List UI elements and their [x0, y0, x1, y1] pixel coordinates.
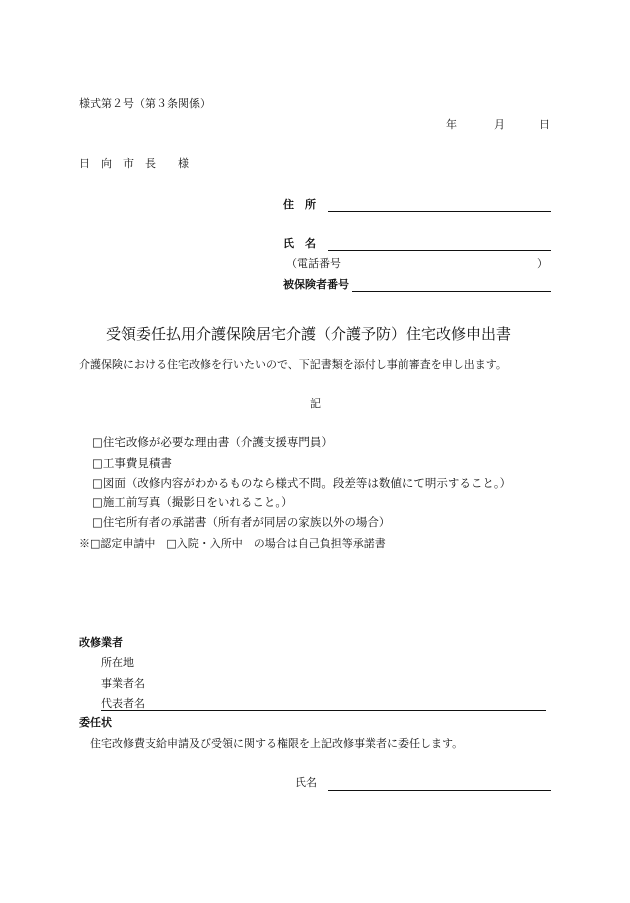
address-field-line[interactable] — [328, 211, 551, 212]
name-field-line[interactable] — [328, 250, 551, 251]
contractor-heading: 改修業者 — [79, 636, 123, 649]
delegation-name-label: 氏名 — [295, 776, 317, 789]
intro-text: 介護保険における住宅改修を行いたいので、下記書類を添付し事前審査を申し出ます。 — [79, 358, 507, 371]
form-number: 様式第２号（第３条関係） — [79, 97, 211, 110]
contractor-representative-label: 代表者名 — [101, 697, 145, 710]
insured-number-label: 被保険者番号 — [283, 278, 349, 291]
date-day: 日 — [539, 118, 550, 131]
insured-number-field-line[interactable] — [352, 291, 551, 292]
phone-label: （電話番号 — [286, 257, 341, 270]
delegation-name-field-line[interactable] — [328, 790, 551, 791]
addressee: 日 向 市 長 様 — [79, 157, 189, 170]
document-item-estimate[interactable]: □工事費見積書 — [92, 456, 172, 470]
document-item-owner-consent[interactable]: □住宅所有者の承諾書（所有者が同居の家族以外の場合） — [92, 515, 391, 529]
document-item-drawing[interactable]: □図面（改修内容がわかるものなら様式不問。段差等は数値にて明示すること。） — [92, 476, 512, 490]
representative-field-line[interactable] — [101, 710, 546, 711]
document-item-photo[interactable]: □施工前写真（撮影日をいれること。） — [92, 495, 293, 509]
contractor-location-label: 所在地 — [101, 656, 134, 669]
name-label: 氏 名 — [283, 237, 316, 250]
document-item-reason[interactable]: □住宅改修が必要な理由書（介護支援専門員） — [92, 435, 333, 449]
self-pay-note: ※□認定申請中 □入院・入所中 の場合は自己負担等承諾書 — [79, 537, 386, 550]
delegation-statement: 住宅改修費支給申請及び受領に関する権限を上記改修事業者に委任します。 — [90, 737, 464, 750]
ki-heading: 記 — [310, 397, 321, 410]
delegation-heading: 委任状 — [79, 716, 112, 729]
date-month: 月 — [494, 118, 505, 131]
page-title: 受領委任払用介護保険居宅介護（介護予防）住宅改修申出書 — [106, 325, 512, 343]
address-label: 住 所 — [283, 198, 316, 211]
contractor-company-label: 事業者名 — [101, 677, 145, 690]
phone-close-paren: ） — [537, 257, 548, 270]
date-year: 年 — [446, 118, 457, 131]
